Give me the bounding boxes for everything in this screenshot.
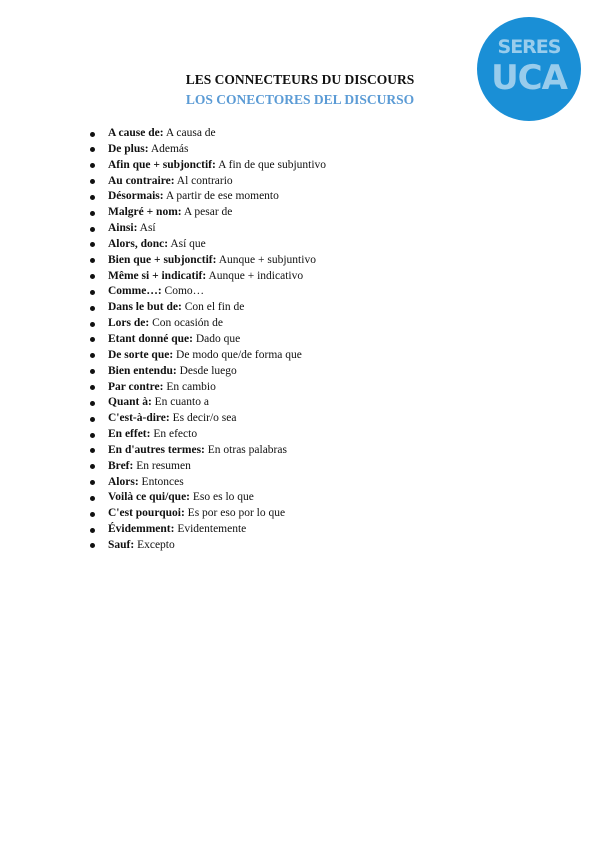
connector-term: Afin que + subjonctif: xyxy=(108,158,216,171)
connector-translation: A partir de ese momento xyxy=(165,190,279,203)
list-item xyxy=(0,348,326,364)
list-item xyxy=(0,380,326,396)
connector-translation: Aunque + indicativo xyxy=(208,269,304,282)
bullet-icon xyxy=(90,258,95,263)
list-item xyxy=(0,332,326,348)
connector-translation: En cambio xyxy=(166,380,216,393)
list-item xyxy=(0,221,326,237)
connector-translation: Evidentemente xyxy=(177,523,247,536)
connector-term: Etant donné que: xyxy=(108,332,193,345)
list-item xyxy=(0,459,326,475)
connector-translation: En cuanto a xyxy=(154,396,209,409)
page-title: LES CONNECTEURS DU DISCOURS xyxy=(185,72,415,87)
bullet-icon xyxy=(90,528,95,533)
list-item xyxy=(0,316,326,332)
connector-term: De sorte que: xyxy=(108,348,174,361)
list-item xyxy=(0,506,326,522)
connector-term: Bien entendu: xyxy=(108,364,177,377)
bullet-icon xyxy=(90,496,95,501)
bullet-icon xyxy=(90,337,95,342)
connector-translation: Excepto xyxy=(137,538,175,551)
list-item xyxy=(0,395,326,411)
list-item xyxy=(0,300,326,316)
connector-translation: Eso es lo que xyxy=(192,491,254,504)
connector-term: En effet: xyxy=(108,428,151,441)
bullet-icon xyxy=(90,179,95,184)
connector-term: Par contre: xyxy=(108,380,164,393)
connector-translation: Dado que xyxy=(195,332,241,345)
connector-term: Lors de: xyxy=(108,317,150,330)
connector-term: Au contraire: xyxy=(108,174,175,187)
connector-term: Malgré + nom: xyxy=(108,206,182,219)
connector-translation: Aunque + subjuntivo xyxy=(218,253,316,266)
connector-term: Quant à: xyxy=(108,396,152,409)
list-item xyxy=(0,142,326,158)
connector-list xyxy=(0,126,326,554)
bullet-icon xyxy=(90,322,95,327)
connector-term: Désormais: xyxy=(108,190,164,203)
bullet-icon xyxy=(90,385,95,390)
connector-term: Alors, donc: xyxy=(108,237,169,250)
connector-translation: A causa de xyxy=(165,127,216,139)
connector-term: Bien que + subjonctif: xyxy=(108,253,217,266)
logo-text-top: SERES xyxy=(497,36,561,58)
connector-term: Même si + indicatif: xyxy=(108,269,207,282)
connector-translation: Entonces xyxy=(141,475,184,488)
list-item xyxy=(0,475,326,491)
bullet-icon xyxy=(90,543,95,548)
list-item xyxy=(0,538,326,554)
connector-term: En d'autres termes: xyxy=(108,443,205,456)
bullet-icon xyxy=(90,195,95,200)
bullet-icon xyxy=(90,448,95,453)
bullet-icon xyxy=(90,147,95,152)
list-item xyxy=(0,189,326,205)
bullet-icon xyxy=(90,353,95,358)
connector-translation: En resumen xyxy=(136,459,191,472)
bullet-icon xyxy=(90,369,95,374)
bullet-icon xyxy=(90,290,95,295)
bullet-icon xyxy=(90,401,95,406)
list-item xyxy=(0,205,326,221)
connector-term: Dans le but de: xyxy=(108,301,182,314)
connector-translation: Así que xyxy=(170,237,206,250)
connector-term: Alors: xyxy=(108,475,139,488)
bullet-icon xyxy=(90,163,95,168)
logo-text-bottom: UCA xyxy=(491,58,567,98)
list-item xyxy=(0,158,326,174)
connector-translation: Con el fin de xyxy=(184,301,245,314)
bullet-icon xyxy=(90,512,95,517)
bullet-icon xyxy=(90,211,95,216)
list-item xyxy=(0,490,326,506)
page-subtitle: LOS CONECTORES DEL DISCURSO xyxy=(185,92,415,107)
connector-term: A cause de: xyxy=(108,127,164,139)
bullet-icon xyxy=(90,132,95,137)
list-item xyxy=(0,443,326,459)
list-item xyxy=(0,253,326,269)
bullet-icon xyxy=(90,464,95,469)
list-item xyxy=(0,427,326,443)
connector-translation: Al contrario xyxy=(176,174,233,187)
connector-translation: Desde luego xyxy=(179,364,237,377)
connector-translation: Además xyxy=(150,142,189,155)
list-item xyxy=(0,126,326,142)
bullet-icon xyxy=(90,417,95,422)
bullet-icon xyxy=(90,227,95,232)
bullet-icon xyxy=(90,433,95,438)
list-item xyxy=(0,269,326,285)
connector-translation: En efecto xyxy=(153,428,198,441)
connector-term: C'est-à-dire: xyxy=(108,412,170,425)
connector-translation: Con ocasión de xyxy=(152,317,223,330)
bullet-icon xyxy=(90,480,95,485)
bullet-icon xyxy=(90,306,95,311)
list-item xyxy=(0,522,326,538)
connector-term: Ainsi: xyxy=(108,222,138,235)
connector-translation: Es por eso por lo que xyxy=(187,507,286,520)
bullet-icon xyxy=(90,274,95,279)
list-item xyxy=(0,411,326,427)
connector-term: Voilà ce qui/que: xyxy=(108,491,191,504)
list-item xyxy=(0,364,326,380)
list-item xyxy=(0,284,326,300)
connector-translation: De modo que/de forma que xyxy=(176,348,302,361)
connector-term: Sauf: xyxy=(108,538,135,551)
connector-term: Bref: xyxy=(108,459,134,472)
connector-translation: Es decir/o sea xyxy=(172,412,237,425)
connector-term: C'est pourquoi: xyxy=(108,507,185,520)
connector-translation: A pesar de xyxy=(183,206,233,219)
list-item xyxy=(0,237,326,253)
connector-term: Évidemment: xyxy=(108,523,175,536)
connector-translation: Así xyxy=(139,222,156,235)
connector-translation: Como… xyxy=(164,285,205,298)
connector-translation: A fin de que subjuntivo xyxy=(218,158,327,171)
connector-term: Comme…: xyxy=(108,285,162,298)
connector-term: De plus: xyxy=(108,142,149,155)
bullet-icon xyxy=(90,242,95,247)
connector-translation: En otras palabras xyxy=(207,443,287,456)
list-item xyxy=(0,174,326,190)
